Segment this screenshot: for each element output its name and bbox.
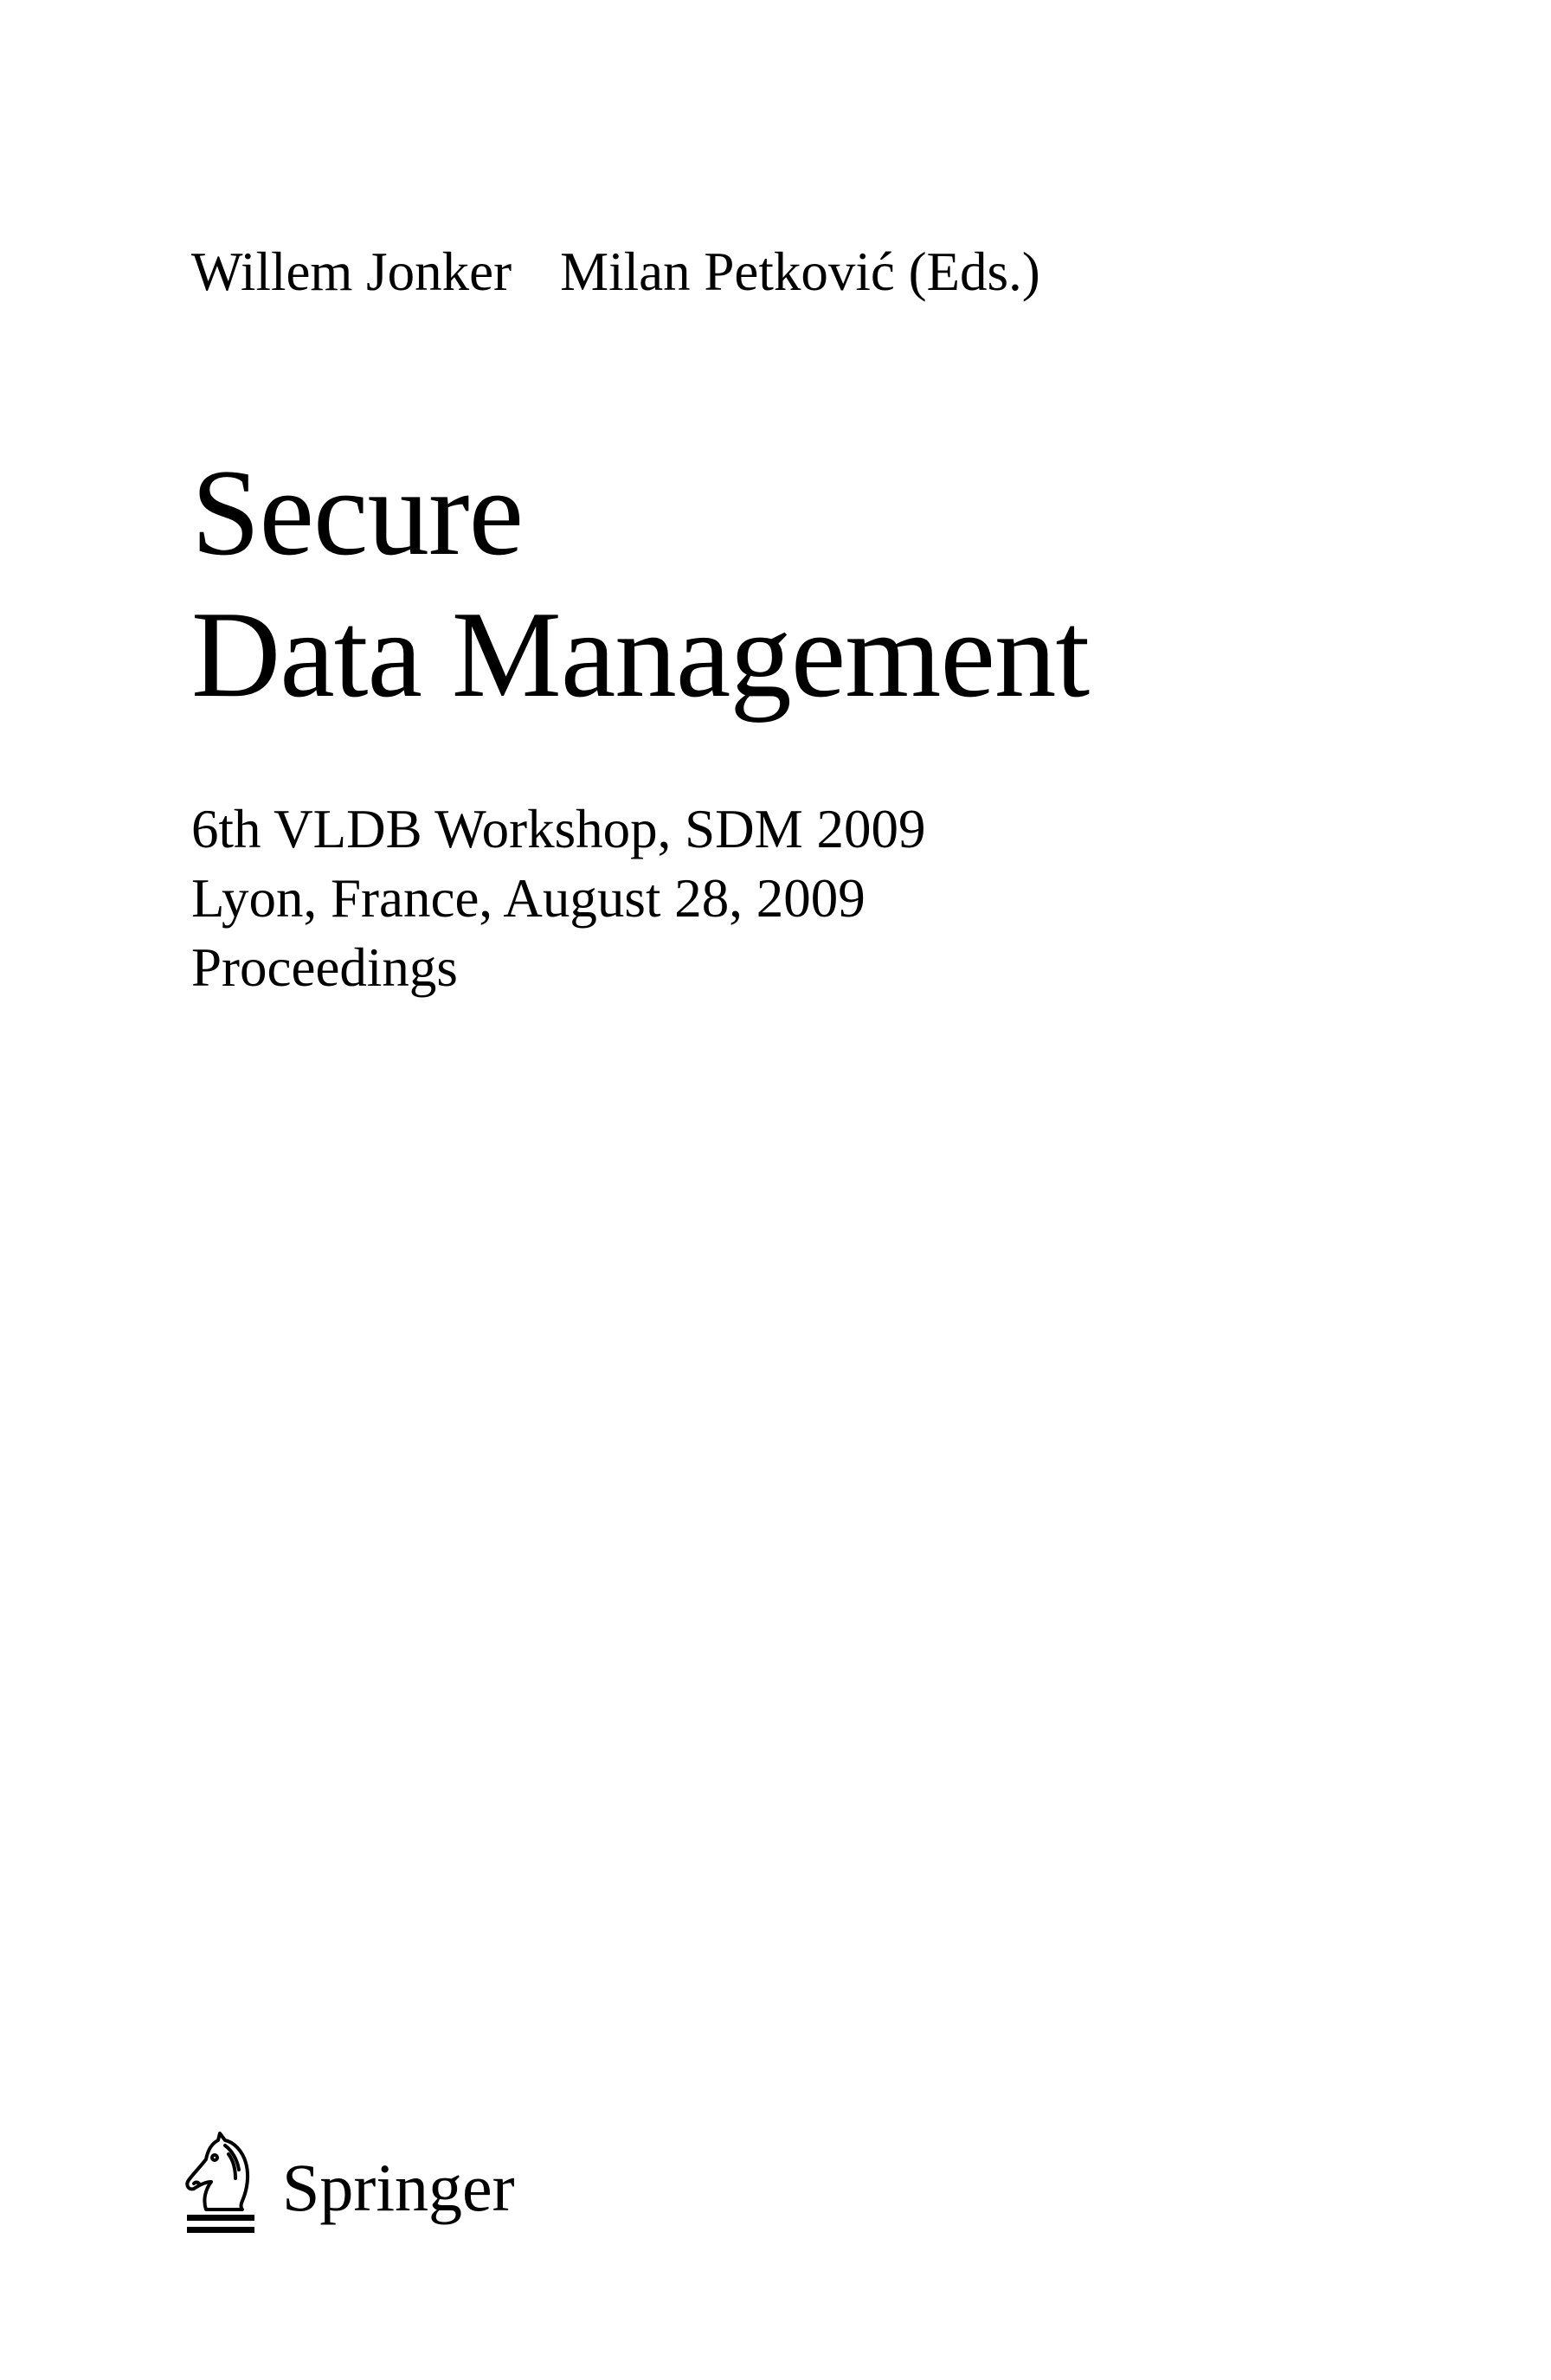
workshop-name: 6th VLDB Workshop, SDM 2009	[191, 799, 926, 859]
knight-chess-piece-icon	[180, 2125, 260, 2237]
book-title-line: Data Management	[191, 586, 1090, 723]
book-title	[191, 441, 1089, 725]
book-subtitle	[191, 794, 925, 1002]
proceedings-label: Proceedings	[191, 937, 458, 998]
publisher-name: Springer	[282, 2150, 515, 2225]
publisher-imprint	[180, 2125, 515, 2237]
editor-name: Milan Petković (Eds.)	[560, 241, 1040, 302]
editors-line	[191, 242, 1040, 302]
book-title-line: Secure	[191, 444, 524, 581]
editor-name: Willem Jonker	[191, 241, 512, 302]
event-location-date: Lyon, France, August 28, 2009	[191, 868, 866, 929]
